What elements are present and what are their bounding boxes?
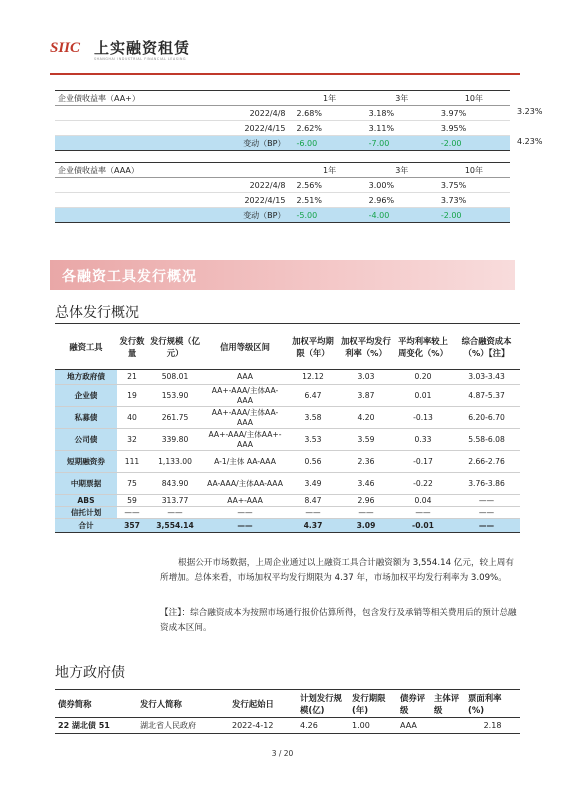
cell: —— bbox=[453, 507, 520, 519]
cell: 4.20 bbox=[339, 407, 393, 429]
cell: AA+-AAA/主体AA-AAA bbox=[203, 385, 287, 407]
row-date: 2022/4/8 bbox=[55, 106, 294, 121]
cell: —— bbox=[203, 519, 287, 533]
cell: 32 bbox=[117, 429, 147, 451]
cell: 3.53 bbox=[287, 429, 339, 451]
row-date: 2022/4/15 bbox=[55, 121, 294, 136]
col-header: 信用等级区间 bbox=[203, 324, 287, 370]
cell: 3.87 bbox=[339, 385, 393, 407]
cell: 357 bbox=[117, 519, 147, 533]
instrument-name: 短期融资券 bbox=[55, 451, 117, 473]
col-header: 1年 bbox=[294, 91, 366, 106]
instrument-name: 企业债 bbox=[55, 385, 117, 407]
cell: AA+-AAA/主体AA-AAA bbox=[203, 407, 287, 429]
cell: A-1/主体 AA-AAA bbox=[203, 451, 287, 473]
cell: 2.66-2.76 bbox=[453, 451, 520, 473]
cell: 0.04 bbox=[393, 495, 453, 507]
cell: 3.76-3.86 bbox=[453, 473, 520, 495]
cell: 12.12 bbox=[287, 370, 339, 385]
cell: 5.58-6.08 bbox=[453, 429, 520, 451]
cell: 4.37 bbox=[287, 519, 339, 533]
cell: 0.56 bbox=[287, 451, 339, 473]
cell: 2022-4-12 bbox=[229, 718, 297, 734]
cell: —— bbox=[339, 507, 393, 519]
cell: 153.90 bbox=[147, 385, 203, 407]
cell: 3.58 bbox=[287, 407, 339, 429]
total-row bbox=[55, 519, 520, 533]
cell: 843.90 bbox=[147, 473, 203, 495]
cell: 3.00% bbox=[366, 178, 438, 193]
cell: 6.20-6.70 bbox=[453, 407, 520, 429]
cell: 2.51% bbox=[294, 193, 366, 208]
cell: 1.00 bbox=[349, 718, 397, 734]
cell: 3.46 bbox=[339, 473, 393, 495]
cell: 3.18% bbox=[366, 106, 438, 121]
cell: 0.20 bbox=[393, 370, 453, 385]
cell: 59 bbox=[117, 495, 147, 507]
table-title: 企业债收益率（AA+） bbox=[55, 91, 215, 106]
table-row bbox=[55, 507, 520, 519]
bp-cell: -6.00 bbox=[294, 136, 366, 151]
col-header: 票面利率(%) bbox=[465, 690, 520, 718]
company-name-cn: 上实融资租赁 bbox=[94, 39, 191, 57]
cell: 6.47 bbox=[287, 385, 339, 407]
cell: 3.03-3.43 bbox=[453, 370, 520, 385]
cell: 4.87-5.37 bbox=[453, 385, 520, 407]
cell: AAA bbox=[203, 370, 287, 385]
cell: 4.26 bbox=[297, 718, 349, 734]
section-banner bbox=[50, 260, 515, 290]
col-header: 融资工具 bbox=[55, 324, 117, 370]
table-row bbox=[55, 407, 520, 429]
col-header: 债券简称 bbox=[55, 690, 137, 718]
cell: 508.01 bbox=[147, 370, 203, 385]
cell: 8.47 bbox=[287, 495, 339, 507]
instrument-name: 私募债 bbox=[55, 407, 117, 429]
cell: —— bbox=[393, 507, 453, 519]
local-gov-heading: 地方政府债 bbox=[55, 665, 125, 681]
cell: 2.68% bbox=[294, 106, 366, 121]
cell: AAA bbox=[397, 718, 431, 734]
cell: 111 bbox=[117, 451, 147, 473]
cell: 3.95% bbox=[438, 121, 510, 136]
col-header: 1年 bbox=[294, 163, 366, 178]
col-header: 发行数量 bbox=[117, 324, 147, 370]
cell: 3.73% bbox=[438, 193, 510, 208]
table-row bbox=[55, 451, 520, 473]
section-title: 各融资工具发行概况 bbox=[62, 269, 197, 285]
col-header: 加权平均期限（年） bbox=[287, 324, 339, 370]
cell: —— bbox=[453, 519, 520, 533]
table-row bbox=[55, 370, 520, 385]
instrument-name: 中期票据 bbox=[55, 473, 117, 495]
col-header: 发行人简称 bbox=[137, 690, 229, 718]
cell: 21 bbox=[117, 370, 147, 385]
cell: -0.22 bbox=[393, 473, 453, 495]
cell: 3.75% bbox=[438, 178, 510, 193]
col-header: 主体评级 bbox=[431, 690, 465, 718]
col-header: 债券评级 bbox=[397, 690, 431, 718]
cell: 3.59 bbox=[339, 429, 393, 451]
cell: 1,133.00 bbox=[147, 451, 203, 473]
cell: —— bbox=[203, 507, 287, 519]
bp-cell: -5.00 bbox=[294, 208, 366, 223]
note-paragraph: 【注】：综合融资成本为按照市场通行报价估算所得，包含发行及承销等相关费用后的预计总融资成本区间。 bbox=[160, 608, 517, 633]
cell: 2.62% bbox=[294, 121, 366, 136]
row-date: 2022/4/15 bbox=[55, 193, 294, 208]
col-header: 发行规模（亿元） bbox=[147, 324, 203, 370]
instrument-name: 信托计划 bbox=[55, 507, 117, 519]
bp-cell: -4.00 bbox=[366, 208, 438, 223]
side-note: 4.23% bbox=[517, 137, 543, 146]
aa-plus-yield-table bbox=[55, 90, 510, 151]
cell: AA-AAA/主体AA-AAA bbox=[203, 473, 287, 495]
bp-cell: -2.00 bbox=[438, 136, 510, 151]
cell: 湖北省人民政府 bbox=[137, 718, 229, 734]
bp-cell: -7.00 bbox=[366, 136, 438, 151]
cell: 75 bbox=[117, 473, 147, 495]
table-title: 企业债收益率（AAA） bbox=[55, 163, 215, 178]
aaa-yield-table bbox=[55, 162, 510, 223]
cell: 3.11% bbox=[366, 121, 438, 136]
cell: 0.01 bbox=[393, 385, 453, 407]
instrument-name: 地方政府债 bbox=[55, 370, 117, 385]
company-name-en: SHANGHAI INDUSTRIAL FINANCIAL LEASING bbox=[94, 57, 187, 61]
cell: 2.96% bbox=[366, 193, 438, 208]
cell: 2.56% bbox=[294, 178, 366, 193]
page-header bbox=[50, 34, 520, 74]
cell: 2.96 bbox=[339, 495, 393, 507]
header-rule bbox=[50, 73, 520, 75]
local-gov-bond-table bbox=[55, 689, 520, 734]
overview-heading: 总体发行概况 bbox=[55, 305, 139, 321]
cell: 2.18 bbox=[465, 718, 520, 734]
cell: —— bbox=[453, 495, 520, 507]
cell: AA+-AAA bbox=[203, 495, 287, 507]
issuance-table bbox=[55, 323, 520, 533]
cell: 0.33 bbox=[393, 429, 453, 451]
col-header: 发行起始日 bbox=[229, 690, 297, 718]
col-header: 加权平均发行利率（%） bbox=[339, 324, 393, 370]
table-row bbox=[55, 473, 520, 495]
bp-label: 变动（BP） bbox=[55, 136, 294, 151]
cell: 19 bbox=[117, 385, 147, 407]
siic-logo-icon bbox=[50, 38, 88, 56]
cell: 313.77 bbox=[147, 495, 203, 507]
total-label: 合计 bbox=[55, 519, 117, 533]
cell: —— bbox=[117, 507, 147, 519]
col-header: 10年 bbox=[438, 163, 510, 178]
instrument-name: 公司债 bbox=[55, 429, 117, 451]
cell: 261.75 bbox=[147, 407, 203, 429]
bp-cell: -2.00 bbox=[438, 208, 510, 223]
svg-text:SIIC: SIIC bbox=[50, 40, 81, 56]
cell: AA+-AAA/主体AA+-AAA bbox=[203, 429, 287, 451]
col-header: 10年 bbox=[438, 91, 510, 106]
page-number: 3 / 20 bbox=[271, 749, 294, 758]
row-date: 2022/4/8 bbox=[55, 178, 294, 193]
instrument-name: ABS bbox=[55, 495, 117, 507]
col-header: 3年 bbox=[366, 91, 438, 106]
cell bbox=[431, 718, 465, 734]
cell: -0.13 bbox=[393, 407, 453, 429]
cell: 3.97% bbox=[438, 106, 510, 121]
cell: 3.49 bbox=[287, 473, 339, 495]
table-row bbox=[55, 385, 520, 407]
cell: 2.36 bbox=[339, 451, 393, 473]
cell: —— bbox=[147, 507, 203, 519]
table-row bbox=[55, 429, 520, 451]
col-header: 发行期限(年) bbox=[349, 690, 397, 718]
col-header: 3年 bbox=[366, 163, 438, 178]
cell: -0.01 bbox=[393, 519, 453, 533]
col-header: 综合融资成本（%）【注】 bbox=[453, 324, 520, 370]
cell: -0.17 bbox=[393, 451, 453, 473]
table-row bbox=[55, 718, 520, 734]
col-header: 计划发行规模(亿) bbox=[297, 690, 349, 718]
cell: 339.80 bbox=[147, 429, 203, 451]
cell: 40 bbox=[117, 407, 147, 429]
cell: —— bbox=[287, 507, 339, 519]
cell: 3,554.14 bbox=[147, 519, 203, 533]
summary-paragraph: 根据公开市场数据，上周企业通过以上融资工具合计融资额为 3,554.14 亿元，较上周有所增加。总体来看，市场加权平均发行期限为 4.37 年，市场加权平均发行利率为 3.09%。 bbox=[160, 558, 514, 583]
cell: 22 湖北债 51 bbox=[55, 718, 137, 734]
cell: 3.03 bbox=[339, 370, 393, 385]
cell: 3.09 bbox=[339, 519, 393, 533]
side-note: 3.23% bbox=[517, 107, 543, 116]
bp-label: 变动（BP） bbox=[55, 208, 294, 223]
table-row bbox=[55, 495, 520, 507]
col-header: 平均利率较上周变化（%） bbox=[393, 324, 453, 370]
